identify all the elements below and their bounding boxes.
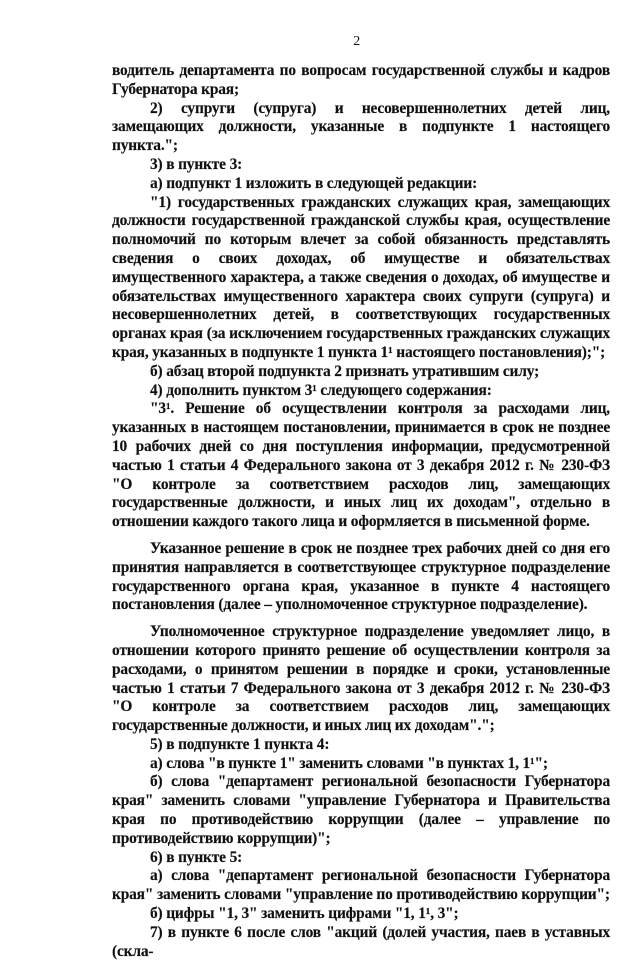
paragraph: б) цифры "1, 3" заменить цифрами "1, 1¹, 3"; <box>150 905 459 923</box>
paragraph: а) слова "департамент региональной безопасности Губернатора края" заменить словами "управление по противодействию коррупции"; <box>112 867 610 904</box>
paragraph: "1) государственных гражданских служащих края, замещающих должности государственной гражданской службы края, осуществление полномочий по которым влечет за собой обязанность представлять сведения о своих доходах, об имуществе и обязательствах имущественного характера, а также сведения о доходах, об имуществе и обязательствах имущественного характера своих супруги (супруга) и несовершеннолетних детей, в соответствующих государственных органах края (за исключением государственных гражданских служащих края, указанных в подпункте 1 пункта 1¹ настоящего постановления);"; <box>112 193 610 361</box>
paragraph: 3) в пункте 3: <box>150 155 243 173</box>
document-body <box>112 62 610 961</box>
paragraph: а) слова "в пункте 1" заменить словами "в пунктах 1, 1¹"; <box>150 754 548 772</box>
paragraph: "3¹. Решение об осуществлении контроля за расходами лиц, указанных в настоящем постановлении, принимается в срок не позднее 10 рабочих дней со дня поступления информации, предусмотренной частью 1 статьи 4 Федерального закона от 3 декабря 2012 г. № 230-ФЗ "О контроле за соответствием расходов лиц, замещающих государственные должности, и иных лиц их доходам", отдельно в отношении каждого такого лица и оформляется в письменной форме. <box>112 400 610 531</box>
paragraph: 5) в подпункте 1 пункта 4: <box>150 735 330 753</box>
paragraph: 4) дополнить пунктом 3¹ следующего содержания: <box>150 381 492 399</box>
paragraph: Уполномоченное структурное подразделение уведомляет лицо, в отношении которого принято решение об осуществлении контроля за расходами, о принятом решении в порядке и сроки, установленные частью 1 статьи 7 Федерального закона от 3 декабря 2012 г. № 230-ФЗ "О контроле за соответствием расходов лиц, замещающих государственные должности, и иных лиц их доходам"."; <box>112 623 610 735</box>
paragraph: Указанное решение в срок не позднее трех рабочих дней со дня его принятия направляется в соответствующее структурное подразделение государственного органа края, указанное в пункте 4 настоящего постановления (далее – уполномоченное структурное подразделение). <box>112 539 610 614</box>
paragraph: а) подпункт 1 изложить в следующей редакции: <box>150 174 478 192</box>
page-number: 2 <box>353 34 361 49</box>
paragraph: 7) в пункте 6 после слов "акций (долей участия, паев в уставных (скла- <box>112 923 610 960</box>
paragraph: б) слова "департамент региональной безопасности Губернатора края" заменить словами "управление Губернатора и Правительства края по противодействию коррупции (далее – управление по противодействию коррупции)"; <box>112 773 610 847</box>
paragraph: водитель департамента по вопросам государственной службы и кадров Губернатора края; <box>112 62 610 98</box>
paragraph: 2) супруги (супруга) и несовершеннолетних детей лиц, замещающих должности, указанные в подпункте 1 настоящего пункта."; <box>112 99 610 155</box>
paragraph: б) абзац второй подпункта 2 признать утратившим силу; <box>150 362 540 380</box>
paragraph: 6) в пункте 5: <box>150 848 243 866</box>
